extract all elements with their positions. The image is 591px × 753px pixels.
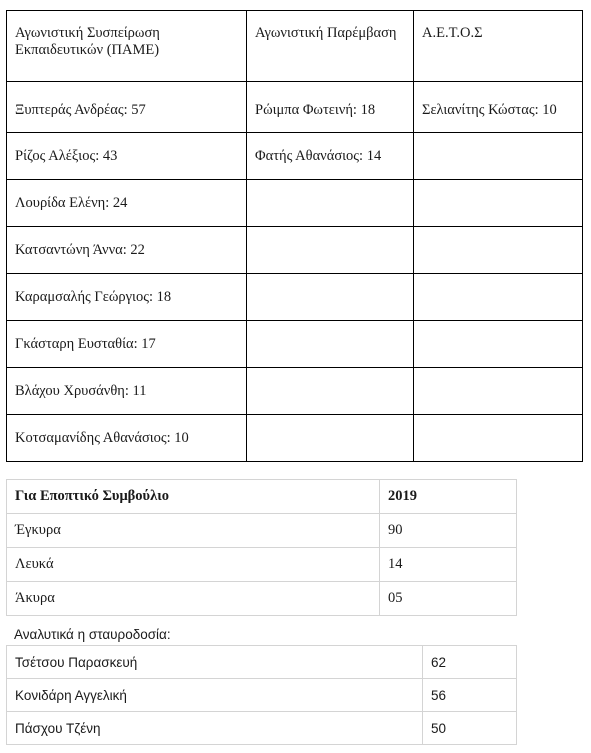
table-cell: Λευκά bbox=[7, 548, 380, 582]
supervisory-board-table bbox=[6, 479, 517, 616]
table-cell: Έγκυρα bbox=[7, 514, 380, 548]
table-cell: Καραμσαλής Γεώργιος: 18 bbox=[7, 274, 247, 321]
table-cell bbox=[414, 180, 583, 227]
table-cell: Ξυπτεράς Ανδρέας: 57 bbox=[7, 82, 247, 133]
table-row bbox=[7, 646, 517, 679]
table-row bbox=[7, 712, 517, 745]
table-cell: 62 bbox=[423, 646, 517, 679]
table-cell: Φατής Αθανάσιος: 14 bbox=[247, 133, 414, 180]
table-cell: Κονιδάρη Αγγελική bbox=[7, 679, 423, 712]
table-row bbox=[7, 548, 517, 582]
table-row bbox=[7, 180, 583, 227]
table-cell: Βλάχου Χρυσάνθη: 11 bbox=[7, 368, 247, 415]
table-row bbox=[7, 133, 583, 180]
results-header-row bbox=[7, 11, 583, 82]
table-cell: Ρώιμπα Φωτεινή: 18 bbox=[247, 82, 414, 133]
table-cell: 56 bbox=[423, 679, 517, 712]
table-cell bbox=[414, 133, 583, 180]
table-cell bbox=[414, 415, 583, 462]
header-pame: Αγωνιστική Συσπείρωση Εκπαιδευτικών (ΠΑΜΕ) bbox=[7, 11, 247, 82]
table-row bbox=[7, 679, 517, 712]
table-row bbox=[7, 321, 583, 368]
supervisory-header-label: Για Εποπτικό Συμβούλιο bbox=[7, 480, 380, 514]
supervisory-header-year: 2019 bbox=[380, 480, 517, 514]
table-cell: Κατσαντώνη Άννα: 22 bbox=[7, 227, 247, 274]
table-row bbox=[7, 368, 583, 415]
preferences-table bbox=[6, 645, 517, 745]
table-row bbox=[7, 582, 517, 616]
table-row bbox=[7, 274, 583, 321]
table-cell: 14 bbox=[380, 548, 517, 582]
preferences-caption: Αναλυτικά η σταυροδοσία: bbox=[14, 627, 171, 642]
table-cell bbox=[414, 227, 583, 274]
table-cell bbox=[247, 227, 414, 274]
table-row bbox=[7, 514, 517, 548]
table-cell bbox=[247, 321, 414, 368]
table-cell: Πάσχου Τζένη bbox=[7, 712, 423, 745]
table-cell: Γκάσταρη Ευσταθία: 17 bbox=[7, 321, 247, 368]
table-row bbox=[7, 415, 583, 462]
table-cell bbox=[247, 180, 414, 227]
table-cell: Τσέτσου Παρασκευή bbox=[7, 646, 423, 679]
header-agonistiki-paremvasi: Αγωνιστική Παρέμβαση bbox=[247, 11, 414, 82]
table-cell: Κοτσαμανίδης Αθανάσιος: 10 bbox=[7, 415, 247, 462]
results-table bbox=[6, 10, 583, 462]
table-cell bbox=[414, 321, 583, 368]
table-cell: 05 bbox=[380, 582, 517, 616]
table-cell: Σελιανίτης Κώστας: 10 bbox=[414, 82, 583, 133]
table-cell: 90 bbox=[380, 514, 517, 548]
table-row bbox=[7, 82, 583, 133]
table-cell: Λουρίδα Ελένη: 24 bbox=[7, 180, 247, 227]
table-row bbox=[7, 227, 583, 274]
table-cell bbox=[247, 274, 414, 321]
table-cell: Άκυρα bbox=[7, 582, 380, 616]
table-cell bbox=[247, 415, 414, 462]
table-cell bbox=[414, 368, 583, 415]
supervisory-header-row bbox=[7, 480, 517, 514]
table-cell: 50 bbox=[423, 712, 517, 745]
table-cell: Ρίζος Αλέξιος: 43 bbox=[7, 133, 247, 180]
header-aetos: Α.Ε.Τ.Ο.Σ bbox=[414, 11, 583, 82]
table-cell bbox=[414, 274, 583, 321]
table-cell bbox=[247, 368, 414, 415]
